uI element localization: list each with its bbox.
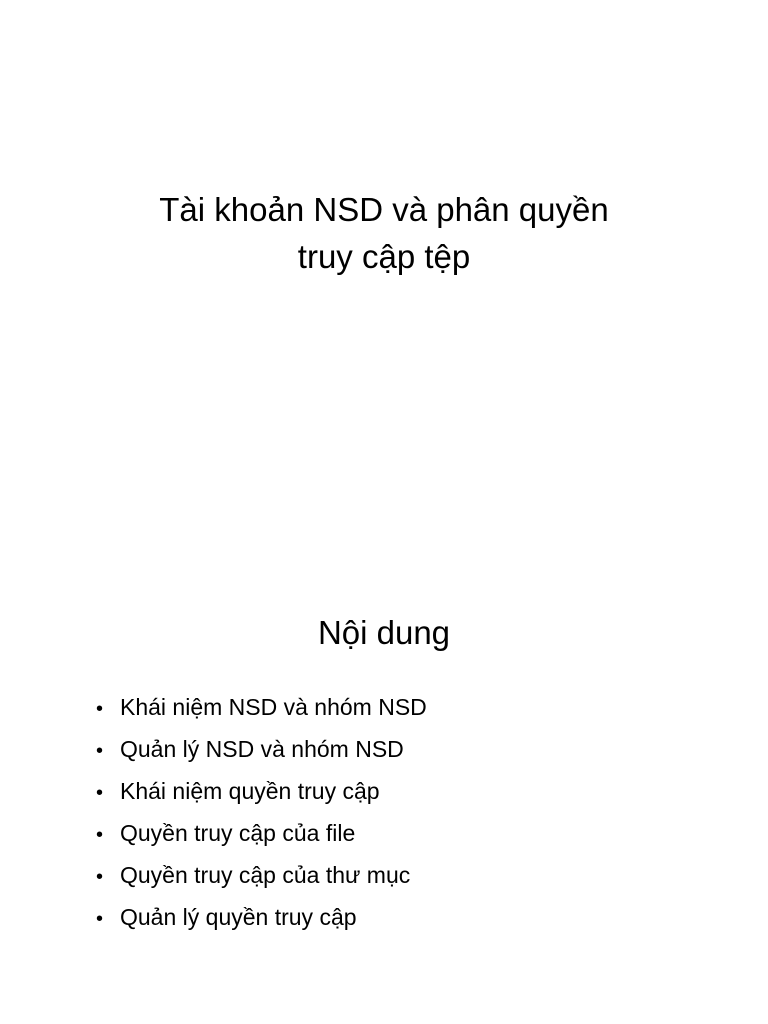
list-item-text: Khái niệm NSD và nhóm NSD: [120, 694, 427, 720]
contents-list: [96, 686, 427, 938]
slide-title-line-1: Tài khoản NSD và phân quyền: [159, 191, 609, 228]
bullet-icon: •: [96, 866, 104, 888]
bullet-icon: •: [96, 740, 104, 762]
slide-title: [0, 186, 768, 280]
contents-slide: [0, 512, 768, 1024]
bullet-icon: •: [96, 824, 104, 846]
list-item: [96, 854, 427, 896]
list-item: [96, 686, 427, 728]
bullet-icon: •: [96, 782, 104, 804]
bullet-icon: •: [96, 908, 104, 930]
list-item: [96, 896, 427, 938]
list-item: [96, 812, 427, 854]
section-heading: Nội dung: [317, 614, 451, 651]
list-item-text: Khái niệm quyền truy cập: [120, 778, 380, 804]
bullet-icon: •: [96, 698, 104, 720]
list-item-text: Quyền truy cập của file: [120, 820, 356, 846]
list-item-text: Quản lý quyền truy cập: [120, 904, 357, 930]
list-item: [96, 728, 427, 770]
slide-title-line-2: truy cập tệp: [297, 238, 471, 275]
list-item-text: Quyền truy cập của thư mục: [120, 862, 411, 888]
list-item: [96, 770, 427, 812]
list-item-text: Quản lý NSD và nhóm NSD: [120, 736, 404, 762]
